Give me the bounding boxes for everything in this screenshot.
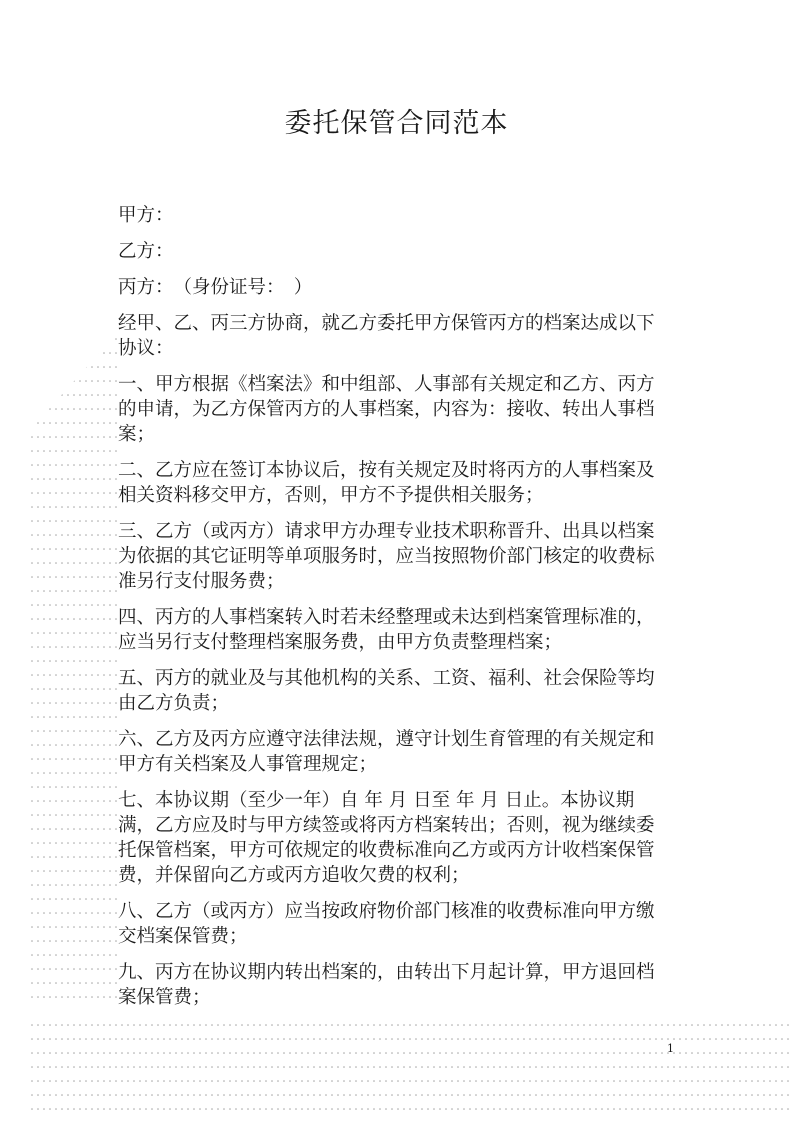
- intro-paragraph: 经甲、乙、丙三方协商，就乙方委托甲方保管丙方的档案达成以下协议：: [118, 313, 655, 359]
- clause-9: 九、丙方在协议期内转出档案的，由转出下月起计算，甲方退回档案保管费；: [118, 962, 655, 1008]
- page-number: 1: [667, 1042, 674, 1055]
- clause-2: 二、乙方应在签订本协议后，按有关规定及时将丙方的人事档案及相关资料移交甲方，否则，甲方不予提供相关服务；: [118, 460, 655, 506]
- party-a-line: 甲方：: [118, 205, 174, 226]
- document-title: 委托保管合同范本: [284, 108, 509, 139]
- clause-8: 八、乙方（或丙方）应当按政府物价部门核准的收费标准向甲方缴交档案保管费；: [118, 901, 655, 947]
- clause-6: 六、乙方及丙方应遵守法律法规，遵守计划生育管理的有关规定和甲方有关档案及人事管理规定；: [118, 729, 655, 775]
- clause-4: 四、丙方的人事档案转入时若未经整理或未达到档案管理标准的，应当另行支付整理档案服务费，由甲方负责整理档案；: [118, 607, 655, 653]
- clause-5: 五、丙方的就业及与其他机构的关系、工资、福利、社会保险等均由乙方负责；: [118, 668, 655, 714]
- party-c-line: 丙方： （身份证号： ）: [118, 277, 313, 298]
- clause-7: 七、本协议期（至少一年）自 年 月 日至 年 月 日止。本协议期满，乙方应及时与甲方续签或将丙方档案转出；否则，视为继续委托保管档案，甲方可依规定的收费标准向乙方或丙方计收档案保管费，并保留向乙方或丙方追收欠费的权利；: [118, 790, 655, 886]
- party-b-line: 乙方：: [118, 241, 174, 262]
- clause-1: 一、甲方根据《档案法》和中组部、人事部有关规定和乙方、丙方的申请，为乙方保管丙方的人事档案，内容为：接收、转出人事档案；: [118, 374, 655, 445]
- document-body: [118, 203, 666, 1021]
- clause-3: 三、乙方（或丙方）请求甲方办理专业技术职称晋升、出具以档案为依据的其它证明等单项服务时，应当按照物价部门核定的收费标准另行支付服务费；: [118, 521, 655, 592]
